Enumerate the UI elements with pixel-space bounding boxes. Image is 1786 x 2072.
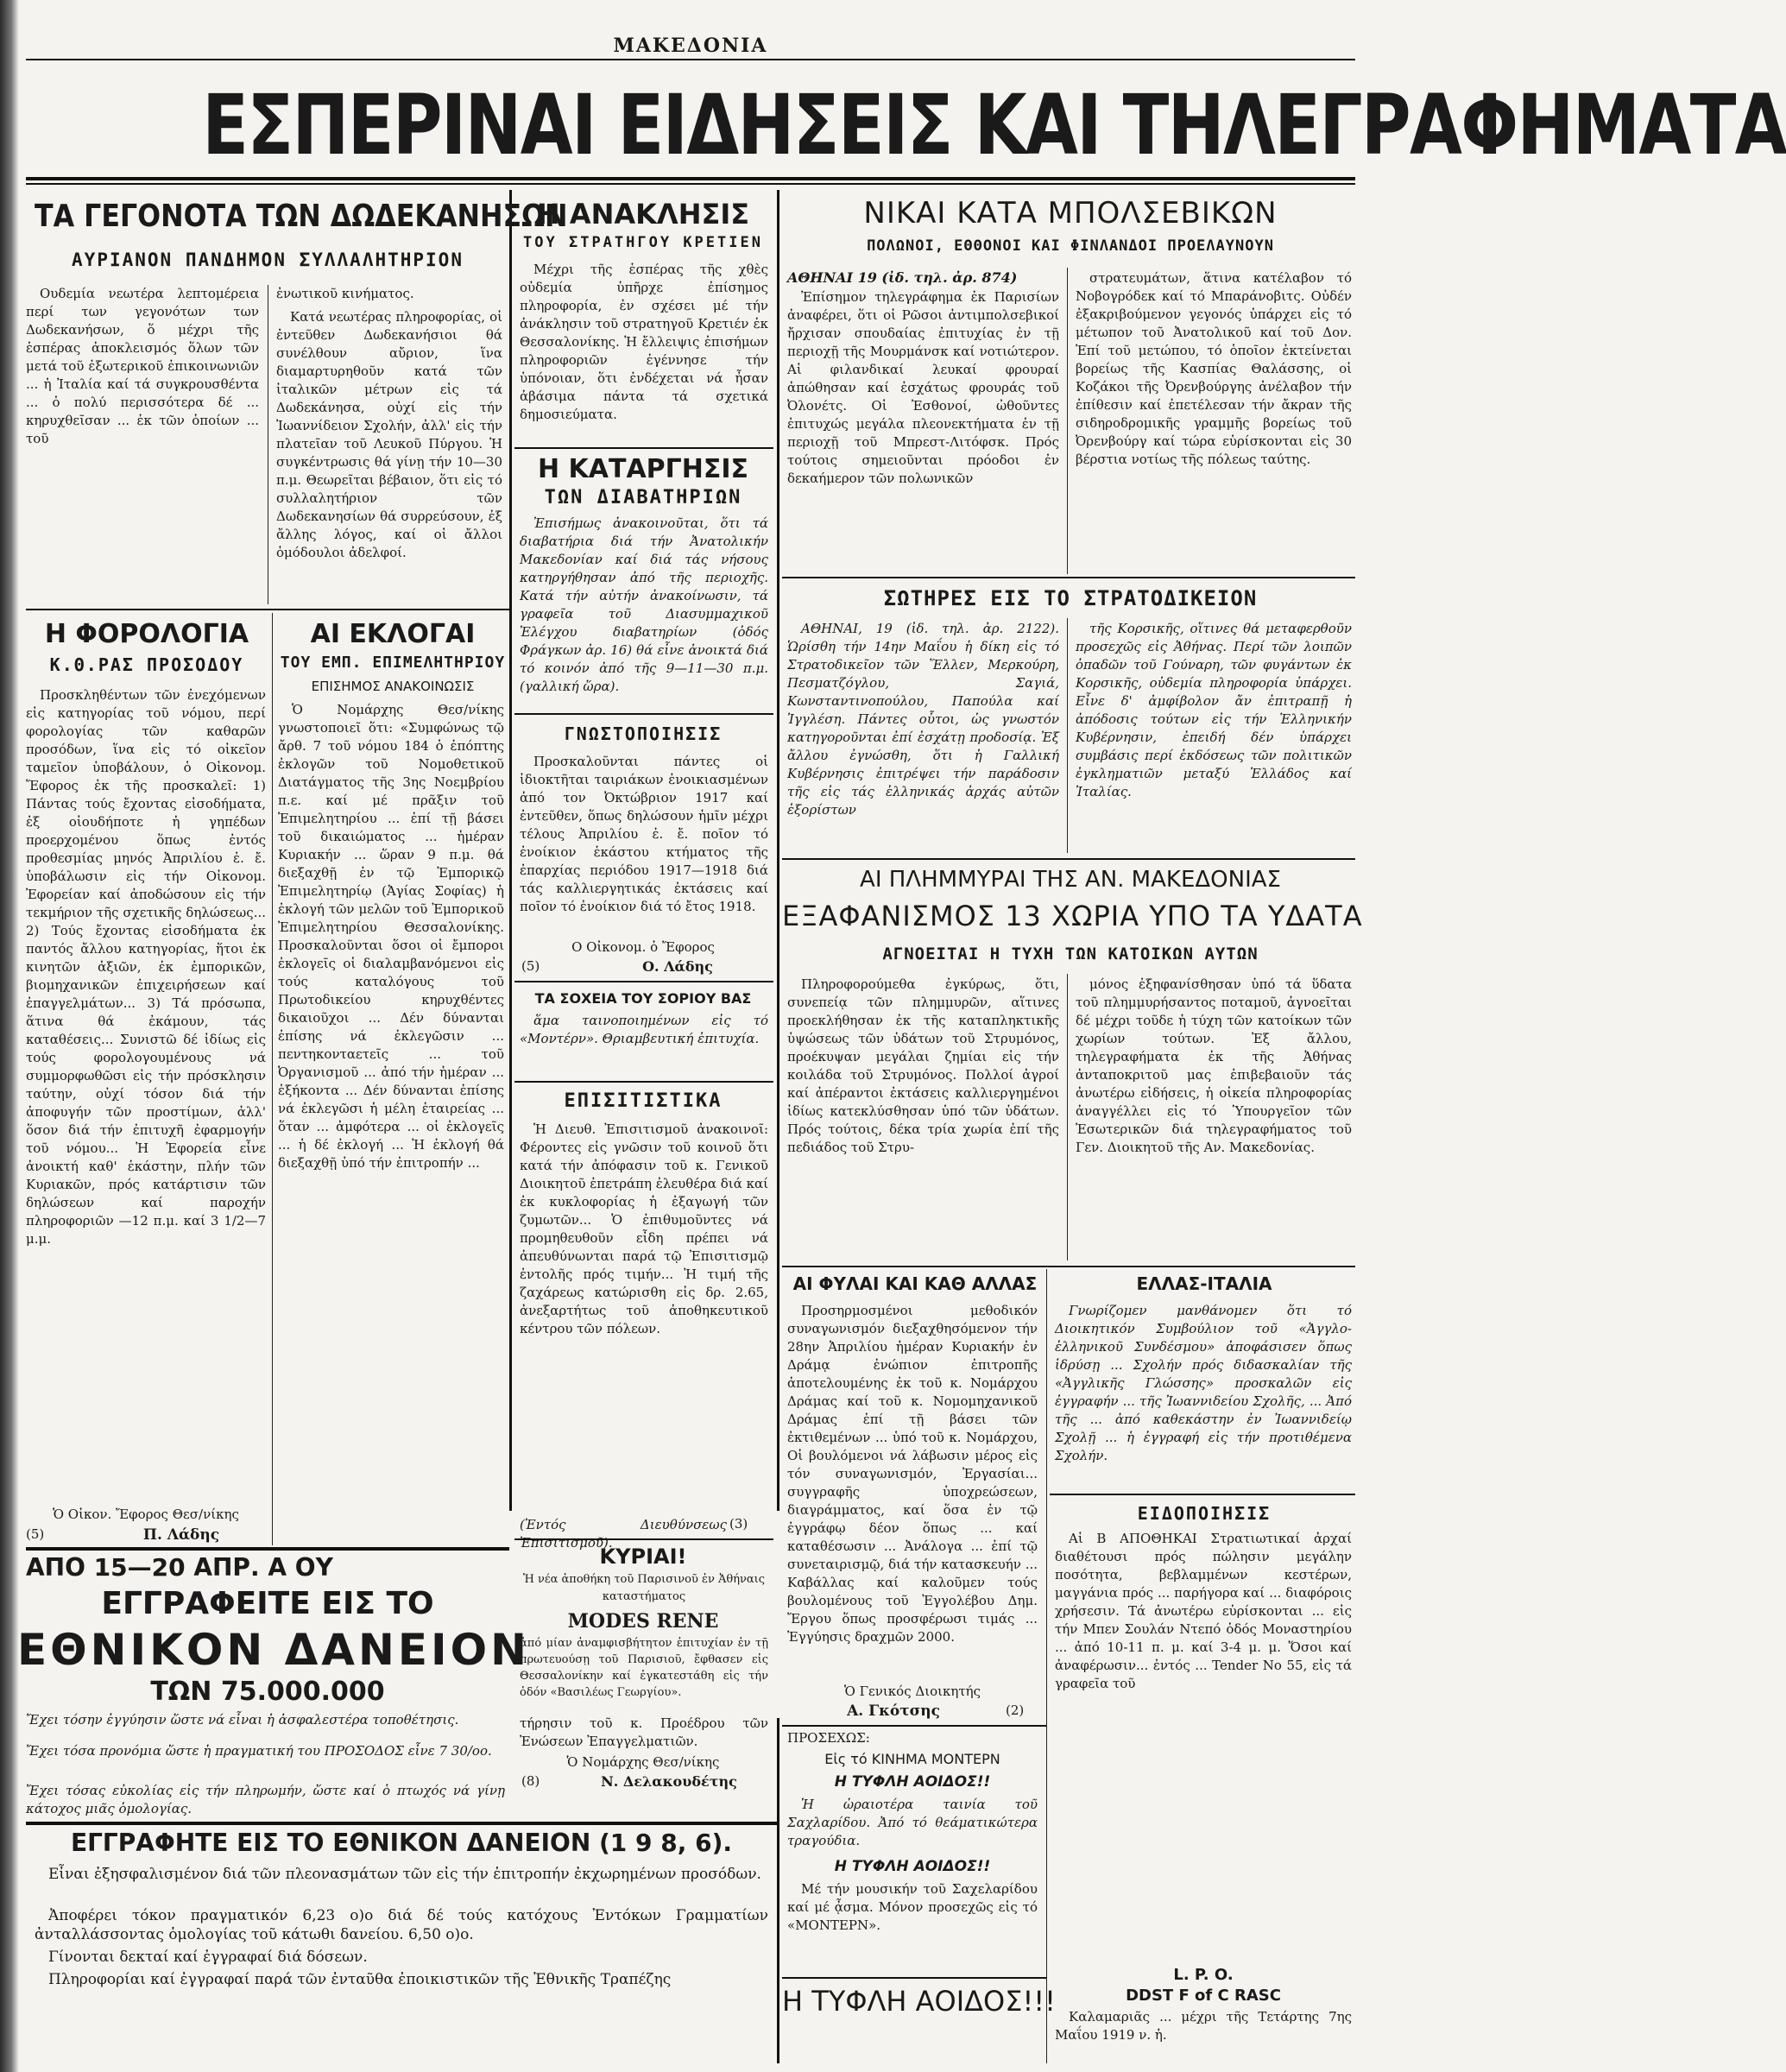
ladies-tail: τήρησιν τοῦ κ. Προέδρου τῶν Ἐνώσεων Ἐπαγγελματιῶν. bbox=[520, 1715, 768, 1749]
school-title: ΕΛΛΑΣ-ΙΤΑΛΙΑ bbox=[1136, 1273, 1272, 1294]
rule-below-dodecanese bbox=[26, 609, 509, 610]
loan-banner-p4-text: Πληροφορίαι καί ἐγγραφαί παρά τῶν ἐνταῦθα ἐποικιστικῶν τῆς Ἐθνικῆς Τραπέζης bbox=[48, 1971, 672, 1988]
bolsheviks-col1 bbox=[787, 288, 1059, 573]
loan-banner-p4 bbox=[35, 1970, 768, 1991]
dodecanese-col1-text: Ουδεμία νεωτέρα λεπτομέρεια περί των γεγονότων των Δωδεκανήσων, ὅ μέχρι τῆς ἑσπέρας ἀποκλεισμός ὅλων τῶν μετά τοῦ ἐξωτερικοῦ ἐπικοινωνιῶν ... ἡ Ἰταλία καί τά συγκρουσθέντα ... ὁ πολύ περισσότερα δέ ... κηρυχθεῖσαν ... ἐκ τῶν ὁποίων ... τοῦ bbox=[26, 286, 259, 446]
recall-body-text: Μέχρι τῆς ἑσπέρας τῆς χθὲς οὐδεμία ὑπῆρχε ἐπίσημος πληροφορία, ἐν σχέσει μέ τήν ἀνάκλησιν τοῦ στρατηγοῦ Κρετιέν ἐκ Θεσσαλονίκης. Ἡ ἔλλειψις ἐπισήμων πληροφοριῶν ἐγέννησε τήν ὑπόνοιαν, ὅτι ἐνδέχεται νά ἦσαν ἀβάσιμα πάντα τά σχετικά δημοσιεύματα. bbox=[520, 262, 768, 422]
loan-ad-date: ΑΠΟ 15—20 ΑΠΡ. Α ΟΥ bbox=[26, 1553, 333, 1582]
shows-body-text: ἅμα ταινοποιημένων εἰς τό «Μοντέρν». Θριαμβευτική ἐπιτυχία. bbox=[520, 1013, 768, 1046]
tax-num: (5) bbox=[26, 1526, 45, 1542]
bolsheviks-title: ΝΙΚΑΙ ΚΑΤΑ ΜΠΟΛΣΕΒΙΚΩΝ bbox=[863, 196, 1278, 231]
bolsheviks-col2-text: στρατευμάτων, ἅτινα κατέλαβον τό Νοβογρόδεκ καί τό Μπαράνοβιτς. Οὐδέν ἐξακριβούμενον γεγονός ὑπάρχει εἰς τό μέτωπον τοῦ Ἀνατολικοῦ καί τοῦ Δον. Ἐπί τοῦ μετώπου, τό ὁποῖον ἐκτείνεται βορείως τῆς Κασπίας Θαλάσσης, οἱ Κοζάκοι τῆς Ὀρενβούργης ἀνέλαβον τήν ἐπίθεσιν καί ἐπετέλεσαν τήν ἄκραν τῆς σιδηροδρομικῆς γραμμῆς βορείως τοῦ Ὀρενβούργ καί τώρα εὑρίσκονται εἰς 30 βέρστια νοτίως τῆς πόλεως ταύτης. bbox=[1076, 270, 1352, 467]
notices-right-body-text: Αἱ Β ΑΠΟΘΗΚΑΙ Στρατιωτικαί ἀρχαί διαθέτουσι πρός πώλησιν μεγάλην ποσότητα, βεβλαμμένων κεστέρων, μαγγάνια πρός ... παρήγορα καί ... διαφόροις χρήσεσιν. Τά ἀνωτέρω εὑρίσκονται ... εἰς τήν Μπεν Σουλάν Ντεπό ὁδός Μοναστηρίου ... ἀπό 10-11 π. μ. καί 3-4 μ. μ. Ὅσοι καί ἀναφέρωσιν... ἐντός ... Tender No 55, εἰς τά γραφεῖα τοῦ bbox=[1055, 1531, 1352, 1691]
tax-body bbox=[26, 686, 266, 1507]
tax-elections-divider bbox=[272, 613, 273, 1545]
rule-below-rescued bbox=[782, 858, 1355, 860]
loan-banner-p3 bbox=[35, 1948, 768, 1968]
divider-lower bbox=[777, 1718, 779, 2063]
supplies-body-text: Ἡ Διευθ. Ἐπισιτισμοῦ ἀνακοινοῖ: Φέροντες εἰς γνῶσιν τοῦ κοινοῦ ὅτι κατά τήν ἀπόφασιν τοῦ κ. Γενικοῦ Διοικητοῦ ἐπετράπη ἐλευθέρα διά καί ἐκ κυκλοφορίας ἡ ἐξαγωγή τῶν ζυμωτῶν... Ὁ ἐπιθυμοῦντες νά προμηθευθοῦν εἶδη πρέπει νά ἀπευθύνωνται παρά τῷ Ἐπισιτισμῷ ἐντολῆς πρός τιμήν... Ἡ τιμή τῆς ζαχάρεως κατώρισθη εἰς δρ. 2.65, ἀνεξαρτήτως τοῦ ἀποθηκευτικοῦ κέντρου τῶν πόλεων. bbox=[520, 1121, 768, 1336]
rule-above-notices bbox=[1050, 1494, 1355, 1495]
notice-num: (5) bbox=[521, 958, 540, 974]
cinema-kicker: ΠΡΟΣΕΧΩΣ: bbox=[787, 1730, 870, 1746]
loan-ad-b1: Ἔχει τόσην ἐγγύησιν ὥστε νά εἶναι ἡ ἀσφαλεστέρα τοποθέτησις. bbox=[26, 1712, 459, 1728]
loan-banner-title: ΕΓΓΡΑΦΗΤΕ ΕΙΣ ΤΟ ΕΘΝΙΚΟΝ ΔΑΝΕΙΟΝ (1 9 8, 6). bbox=[70, 1829, 733, 1857]
loan-banner-p2 bbox=[35, 1906, 768, 1944]
loan-ad-line1: ΕΓΓΡΑΦΕΙΤΕ ΕΙΣ ΤΟ bbox=[101, 1586, 434, 1621]
headline-rule bbox=[26, 177, 1355, 180]
supplies-footer: (Ἐντός Διευθύνσεως Ἐπισιτισμοῦ). bbox=[520, 1517, 727, 1551]
recall-subtitle: ΤΟΥ ΣΤΡΑΤΗΓΟΥ ΚΡΕΤΙΕΝ bbox=[523, 234, 763, 251]
floods-col2 bbox=[1076, 976, 1352, 1260]
page-headline: ΕΣΠΕΡΙΝΑΙ ΕΙΔΗΣΕΙΣ ΚΑΙ ΤΗΛΕΓΡΑΦΗΜΑΤΑ bbox=[202, 77, 1786, 174]
loan-ad-line3: ΤΩΝ 75.000.000 bbox=[150, 1677, 385, 1707]
cinema-body2-text: Μέ τήν μουσικήν τοῦ Σαχελαρίδου καί μέ ᾆσμα. Μόνον προσεχῶς εἰς τό «ΜΟΝΤΕΡΝ». bbox=[787, 1881, 1038, 1933]
headline-rule-thin bbox=[26, 183, 1355, 185]
elections-kicker: ΕΠΙΣΗΜΟΣ ΑΝΑΚΟΙΝΩΣΙΣ bbox=[311, 679, 475, 694]
floods-col1 bbox=[787, 976, 1059, 1260]
cinema-line3: Η ΤΥΦΛΗ ΑΟΙΔΟΣ!! bbox=[834, 1858, 991, 1875]
notices-right-tail-text: Καλαμαριᾶς ... μέχρι τῆς Τετάρτης 7ης Μαΐου 1919 ν. ἡ. bbox=[1055, 2009, 1352, 2043]
supplies-num: (3) bbox=[729, 1516, 748, 1532]
floods-col2-text: μόνος ἐξηφανίσθησαν ὑπό τά ὕδατα τοῦ πλημμυρήσαντος ποταμοῦ, ἀγνοεῖται δέ μέχρι τοῦδε ἡ τύχη τῶν κατοίκων τῶν χωρίων τούτων. Ἐξ ἄλλου, τηλεγραφήματα ἐκ τῆς Ἀθήνας ἀνταποκριτοῦ μας ἐπιβεβαιοῦν τάς ἀνωτέρω εἰδήσεις, ἡ οἰκεία πληροφορίας ἀναγγέλλει εἰς τό Ὑπουργεῖον τῶν Ἐσωτερικῶν διά τηλεγραφήματος τοῦ Γεν. Διοικητοῦ τῆς Αν. Μακεδονίας. bbox=[1076, 976, 1352, 1155]
contest-sign-name: Α. Γκότσης bbox=[847, 1702, 940, 1720]
rescued-col-divider bbox=[1067, 618, 1068, 853]
tax-title: Η ΦΟΡΟΛΟΓΙΑ bbox=[44, 619, 249, 649]
supplies-title: ΕΠΙΣΙΤΙΣΤΙΚΑ bbox=[564, 1090, 723, 1112]
loan-banner-p1-text: Εἶναι ἐξησφαλισμένον διά τῶν πλεονασμάτων τῶν εἰς τήν ἐπιτροπήν ἐκχωρημένων προσόδων. bbox=[48, 1866, 761, 1883]
contest-title: ΑΙ ΦΥΛΑΙ ΚΑΙ ΚΑΘ ΑΛΛΑΣ bbox=[792, 1273, 1038, 1294]
rule-above-loan-ad bbox=[26, 1547, 509, 1551]
notice-sign-name: Ο. Λάδης bbox=[642, 958, 713, 975]
loan-ad-b2: Ἔχει τόσα προνόμια ὥστε ἡ πραγματική του ΠΡΟΣΟΔΟΣ εἶνε 7 30/οο. bbox=[26, 1743, 492, 1759]
dodecanese-subtitle: ΑΥΡΙΑΝΟΝ ΠΑΝΔΗΜΟΝ ΣΥΛΛΑΛΗΤΗΡΙΟΝ bbox=[72, 250, 464, 270]
bolsheviks-col2 bbox=[1076, 269, 1352, 573]
rescued-col1-text: ΑΘΗΝΑΙ, 19 (ἰδ. τηλ. ἀρ. 2122). Ὡρίσθη τήν 14ην Μαΐου ἡ δίκη εἰς τό Στρατοδικεῖον τῶν Ἕλλεν, Μερκούρη, Πεσματζόγλου, Σαγιά, Κωνσταντινοπούλου, Παπούλα καί Ἰγγλέση. Πάντες οὗτοι, ὡς γνωστόν κατηγοροῦνται ἐπί ἐσχάτῃ προδοσίᾳ. Ἐξ ἄλλου ἐγνώσθη, ὅτι ἡ Γαλλική Κυβέρνησις ἐπιτρέψει τήν παράδοσιν τῆς εἰς τάς ἑλληνικάς ἀρχάς αὐτῶν ἐξορίστων bbox=[787, 621, 1059, 818]
loan-banner-p3-text: Γίνονται δεκταί καί ἐγγραφαί διά δόσεων. bbox=[48, 1949, 368, 1966]
bolsheviks-col1-text: Ἐπίσημον τηλεγράφημα ἐκ Παρισίων ἀναφέρει, ὅτι οἱ Ρῶσοι ἀντιμπολσεβικοί ἤρχισαν σπουδαίας ἐπιτυχίας ἐν τῇ περιοχῇ τῆς Μουρμάνσκ καί νοτιώτερον. Αἱ φιλανδικαί λευκαί φρουραί ἀπώθησαν καί ἐσχάτως φρουράς τοῦ Ὀλονέτς. Οἱ Ἐσθονοί, ὠθοῦντες ἐπιτυχώς μεγάλα πλεονεκτήματα ἐν τῇ περιοχῇ τοῦ Μπρεστ-Λιτόφσκ. Πρός τούτοις σημειοῦνται πρόοδοι ἐν δεκαήμερον τῶν πολωνικῶν bbox=[787, 289, 1059, 486]
rule-above-cinema-footer bbox=[782, 1977, 1046, 1979]
cinema-body bbox=[787, 1796, 1038, 1853]
recall-title: Η ΑΝΑΚΛΗΣΙΣ bbox=[536, 198, 750, 231]
rule-below-floods bbox=[782, 1266, 1355, 1267]
dodecanese-title: ΤΑ ΓΕΓΟΝΟΤΑ ΤΩΝ ΔΩΔΕΚΑΝΗΣΩΝ bbox=[35, 199, 568, 234]
floods-col1-text: Πληροφορούμεθα ἐγκύρως, ὅτι, συνεπείᾳ τῶν πλημμυρῶν, αἵτινες προεκλήθησαν ἐκ τῆς καταπληκτικῆς ὑψώσεως τῶν ὑδάτων τοῦ Στρυμόνος, προέκυψαν μεγάλαι ζημίαι εἰς τήν κοιλάδα τοῦ Στρυμόνος. Πολλοί ἀγροί καί ἀπέραντοι ἐκτάσεις καλλιεργημένοι ἰδίως κατεκλύσθησαν ὑπό τῶν ὑδάτων. Πρός τούτοις, δέκα τρία χωρία ἐπί τῆς πεδιάδος τοῦ Στρυ- bbox=[787, 976, 1059, 1155]
divider-mid bbox=[777, 190, 779, 1511]
contest-sign-role: Ὁ Γενικός Διοικητής bbox=[843, 1684, 981, 1699]
notices-right-tail bbox=[1055, 2008, 1352, 2063]
tax-sign-role: Ὁ Οἰκον. Ἔφορος Θεσ/νίκης bbox=[53, 1507, 239, 1522]
rule-below-recall bbox=[514, 447, 773, 449]
rule-above-cinema bbox=[782, 1725, 1046, 1727]
bolsheviks-subtitle: ΠΟΛΩΝΟΙ, ΕΘΘΟΝΟΙ ΚΑΙ ΦΙΝΛΑΝΔΟΙ ΠΡΟΕΛΑΥΝΟΥΝ bbox=[867, 237, 1274, 255]
elections-body bbox=[278, 701, 504, 1543]
passports-body-text: Ἐπισήμως ἀνακοινοῦται, ὅτι τά διαβατήρια διά τήν Ἀνατολικήν Μακεδονίαν καί διά τάς νήσους κατηργήθησαν ἀπό τῆς περιοχῆς. Κατά τήν αὐτήν ἀνακοίνωσιν, τά γραφεῖα τοῦ Διασυμμαχικοῦ Ἐλέγχου διαβατηρίων (ὁδός Φράγκων ἀρ. 16) θά εἶνε ἀνοικτά διά τό κοινόν ἀπό τῆς 9—11—30 π.μ. (γαλλική ὥρα). bbox=[520, 515, 768, 694]
rescued-col1 bbox=[787, 620, 1059, 853]
rule-below-supplies bbox=[514, 1538, 773, 1540]
shows-body bbox=[520, 1012, 768, 1072]
shows-title: ΤΑ ΣΟΧΕΙΑ ΤΟΥ ΣΟΡΙΟΥ ΒΑΣ bbox=[534, 990, 752, 1007]
floods-title: ΕΞΑΦΑΝΙΣΜΟΣ 13 ΧΩΡΙΑ ΥΠΟ ΤΑ ΥΔΑΤΑ bbox=[782, 900, 1363, 932]
loan-banner-p1 bbox=[35, 1865, 768, 1903]
passports-subtitle: ΤΩΝ ΔΙΑΒΑΤΗΡΙΩΝ bbox=[544, 487, 742, 509]
rule-below-shows bbox=[514, 1081, 773, 1083]
floods-col-divider bbox=[1067, 974, 1068, 1260]
rescued-title: ΣΩΤΗΡΕΣ ΕΙΣ ΤΟ ΣΤΡΑΤΟΔΙΚΕΙΟΝ bbox=[883, 586, 1258, 610]
notices-right-code1: L. P. O. bbox=[1173, 1966, 1234, 1984]
bolsheviks-col-divider bbox=[1067, 268, 1068, 574]
notice-title: ΓΝΩΣΤΟΠΟΙΗΣΙΣ bbox=[564, 723, 723, 744]
bolsheviks-dateline: ΑΘΗΝΑΙ 19 (ἰδ. τηλ. ἀρ. 874) bbox=[787, 269, 1018, 286]
contest-num: (2) bbox=[1006, 1702, 1025, 1718]
elections-subtitle: ΤΟΥ ΕΜΠ. ΕΠΙΜΕΛΗΤΗΡΙΟΥ bbox=[280, 654, 506, 672]
cinema-body2 bbox=[787, 1880, 1038, 1937]
ladies-num: (8) bbox=[521, 1773, 540, 1789]
cinema-footer: Η ΤΥΦΛΗ ΑΟΙΔΟΣ!!! bbox=[782, 1985, 1056, 2018]
supplies-body bbox=[520, 1121, 768, 1509]
rule-below-notice bbox=[514, 981, 773, 982]
loan-ad-line2: ΕΘΝΙΚΟΝ ΔΑΝΕΙΟΝ bbox=[17, 1625, 530, 1675]
dodecanese-col2 bbox=[276, 285, 502, 604]
masthead-rule bbox=[26, 59, 1355, 60]
contest-right-divider bbox=[1046, 1269, 1047, 2063]
school-body-text: Γνωρίζομεν μανθάνομεν ὅτι τό Διοικητικόν Συμβούλιον τοῦ «Ἀγγλο-ἑλληνικοῦ Συνδέσμου» ἀποφάσισεν ὅπως ἱδρύσῃ ... Σχολήν πρός διδασκαλίαν τῆς «Ἀγγλικῆς Γλώσσης» προσκαλῶν εἰς ἐγγραφήν ... τῆς Ἰωαννιδείου Σχολῆς, ... Ἀπό τῆς ... ἀπό καθεκάστην ἐν Ἰωαννιδείῳ Σχολῇ ... ἡ ἐγγραφή εἰς τήν προτιθέμενα Σχολήν. bbox=[1055, 1303, 1352, 1463]
notices-right-body bbox=[1055, 1530, 1352, 1961]
cinema-line1: Εἰς τό ΚΙΝΗΜΑ ΜΟΝΤΕΡΝ bbox=[824, 1751, 1000, 1767]
scan-edge-shadow bbox=[0, 0, 19, 2072]
divider-left bbox=[509, 190, 512, 1511]
notice-body bbox=[520, 753, 768, 934]
rule-below-passports bbox=[514, 713, 773, 715]
rescued-col2 bbox=[1076, 620, 1352, 853]
dodecanese-col2-lead: ἐνωτικοῦ κινήματος. bbox=[276, 286, 414, 301]
rescued-col2-text: τῆς Κορσικῆς, οἵτινες θά μεταφερθοῦν προσεχῶς εἰς Ἀθήνας. Περί τῶν λοιπῶν ὀπαδῶν τοῦ Γούναρη, τῶν φυγάντων ἐκ Κορσικῆς, οὐδεμία πληροφορία ὑπάρχει. Εἶνε δ' ἀμφίβολον ἄν ἐπιτραπῇ ἡ ἀπόδοσις τούτων εἰς τήν Ἑλληνικήν Κυβέρνησιν, ἐπειδή δέν ὑπάρχει συμβάσις περί ἐκδόσεως τῶν πολιτικῶν ἐγκληματιῶν μεταξύ Ἑλλάδος καί Ἰταλίας. bbox=[1076, 621, 1352, 799]
rule-below-bolsheviks bbox=[782, 577, 1355, 578]
contest-body bbox=[787, 1302, 1038, 1682]
loan-ad-b3: Ἔχει τόσας εὐκολίας εἰς τήν πληρωμήν, ὥστε καί ὁ πτωχός νά γίνῃ κάτοχος μιᾶς ὁμολογίας. bbox=[26, 1783, 505, 1816]
elections-body-text: Ὁ Νομάρχης Θεσ/νίκης γνωστοποιεῖ ὅτι: «Συμφώνως τῷ ἄρθ. 7 τοῦ νόμου 184 ὁ ἐπόπτης ἐκλογῶν τοῦ Νομοθετικοῦ Διατάγματος τῆς 3ης Νοεμβρίου π.ε. καί μέ πρᾶξιν τοῦ Ἐπιμελητηρίου ... ἐπί τῇ βάσει τοῦ δικαιώματος ... ἡμέραν Κυριακήν ... ὥραν 9 π.μ. θά διεξαχθῇ ἐν τῷ Ἐμπορικῷ Ἐπιμελητηρίῳ (Ἀγίας Σοφίας) ἡ ἐκλογή τῶν μελῶν τοῦ Ἐμπορικοῦ Ἐπιμελητηρίου Θεσσαλονίκης. Προσκαλοῦνται ὅσοι οἱ ἔμποροι ἐκλογεῖς οἱ διαλαμβανόμενοι εἰς τούς καταλόγους τοῦ Πρωτοδικείου κηρυχθέντες δικαιοῦχοι ... Δέν δύνανται ἐπίσης νά ἐκλεγῶσιν ... πεντηκονταετεῖς ... τοῦ Ὀργανισμοῦ ... ἀπό τήν ἡμέραν ... ἑξήκοντα ... Δέν δύνανται ἐπίσης νά ἐκλεγῶσι ἡ μέλη ἑταιρείας ... ὅταν ... ἀμφότερα ... οἱ ἐκλογεῖς ... ἡ δέ ἐκλογή ... Ἡ ἐκλογή θά διεξαχθῇ ὑπό τήν ἐπιτροπήν ... bbox=[278, 702, 504, 1171]
ladies-sign-name: Ν. Δελακουδέτης bbox=[601, 1773, 737, 1790]
rule-above-loan-banner bbox=[26, 1822, 777, 1825]
notice-body-text: Προσκαλοῦνται πάντες οἱ ἰδιοκτῆται ταιριάκων ἐνοικιασμένων ἀπό τον Ὀκτώβριον 1917 καί ἐντεῦθεν, ὅπως δηλώσουν ἡμῖν μέχρι τέλους Ἀπριλίου ἐ. ἔ. ποῖον τό ἐνοίκιον ἑκάστου κτήματος τῆς ἐπαρχίας περιόδου 1917—1918 διά τάς καλλιεργητικάς ἐκτάσεις καί ποῖον τό ἐνοίκιον διά τό ἔτος 1918. bbox=[520, 754, 768, 914]
notice-sign-role: Ο Οἰκονομ. ὁ Ἔφορος bbox=[571, 939, 715, 955]
ladies-sign-role: Ὁ Νομάρχης Θεσ/νίκης bbox=[566, 1754, 720, 1770]
loan-banner-p2-text: Ἀποφέρει τόκον πραγματικόν 6,23 ο)ο διά δέ τούς κατόχους Ἐντόκων Γραμματίων ἀνταλλάσσοντας ὁμολογίας τοῦ κάτωθι δανείου. 6,50 ο)ο. bbox=[35, 1907, 768, 1943]
recall-body bbox=[520, 261, 768, 442]
contest-body-text: Προσηρμοσμένοι μεθοδικόν συναγωνισμόν διεξαχθησόμενον τήν 28ην Ἀπριλίου ἡμέραν Κυριακήν ἐν Δράμᾳ ἐνώπιον ἐπιτροπῆς ἀποτελουμένης ἐκ τοῦ κ. Νομάρχου Δράμας καί τοῦ κ. Νομομηχανικοῦ Δράμας ἐπί τῇ βάσει τῶν ἐκτιθεμένων ... ὑπό τοῦ κ. Νομάρχου, Οἱ βουλόμενοι νά λάβωσιν μέρος εἰς τόν συναγωνισμόν, Ἐργασίαι... συγγραφῆς ὑποχρεώσεων, διαγράμματος, καί ὅσα ἐν τῷ ἐγγράφῳ δέον ὅπως ... καί καταθέσωσιν ... Ἀνάλογα ... ἐπί τῷ συνεταιρισμῷ, διά τήν κατασκευήν ... Καβάλλας καί καλοῦμεν τούς βουλομένους τοῦ Ἐγγολέβου Δημ. Ἔργου ὅπως προσφέρωσι τιμάς ... Ἐγγύησις δραχμῶν 2000. bbox=[787, 1303, 1038, 1645]
cinema-body-text: Ἡ ὡραιοτέρα ταινία τοῦ Σαχλαρίδου. Ἀπό τό θεάματικώτερα τραγούδια. bbox=[787, 1797, 1038, 1848]
ladies-body: ἀπό μίαν ἀναμφισβήτητον ἐπιτυχίαν ἐν τῇ πρωτευούσῃ τοῦ Παρισιοῦ, ἔφθασεν εἰς Θεσσαλονίκην καί ἐγκατεστάθη εἰς τήν ὁδόν «Βασιλέως Γεωργίου». bbox=[520, 1637, 768, 1699]
floods-subtitle: ΑΓΝΟΕΙΤΑΙ Η ΤΥΧΗ ΤΩΝ ΚΑΤΟΙΚΩΝ ΑΥΤΩΝ bbox=[882, 944, 1259, 963]
passports-body bbox=[520, 515, 768, 709]
cinema-line2: Η ΤΥΦΛΗ ΑΟΙΔΟΣ!! bbox=[834, 1773, 991, 1791]
tax-body-text: Προσκληθέντων τῶν ἐνεχόμενων εἰς κατηγορίας τοῦ νόμου, περί φορολογίας τῶν καθαρῶν προσόδων, ἵνα εἰς τό οἰκεῖον ταμεῖον ὑποβάλουν, ὁ Οἰκονομ. Ἔφορος ἐκ τῆς προσκαλεῖ: 1) Πάντας τούς ἔχοντας εἰσοδήματα, ἐξ οἱουδήποτε ἡ γηπέδων προερχομένου ὅπως ἐντός προθεσμίας μηνός Ἀπριλίου ἐ. ἔ. ὑποβάλωσιν εἰς τήν Οἰκονομ. Ἐφορείαν καί ἀποδώσουν εἰς τήν τεκμήριον τῆς σχετικῆς δηλώσεως... 2) Τούς ἔχοντας εἰσοδήματα ἐκ παντός ἄλλου κατηγορίας, ἥτοι ἐκ κινητῶν ἀξιῶν, ἐκ ἐμπορικῶν, βιομηχανικῶν ἐπιχειρήσεων καί ἐπαγγελμάτων... 3) Τά πρόσωπα, ἅτινα θά ἐκάμουν, τάς καταθέσεις... Συνιστῶ δέ ἰδίως εἰς τούς φορολογουμένους νά συμμορφωθῶσι εἰς τήν πρόσκλησιν ταύτην, οὐχί τόσον διά τήν ἀποφυγήν τῶν προστίμων, ἀλλ' ὅσον διά τήν ἐπιτυχῆ ἐφαρμογήν τοῦ νόμου... Ἡ Ἐφορεία εἶνε ἀνοικτή καθ' ἑκάστην, πλήν τῶν Κυριακῶν, πρός κατάρτισιν τῶν δηλώσεων καί παροχήν πληροφοριῶν —12 π.μ. καί 3 1/2—7 μ.μ. bbox=[26, 687, 266, 1247]
dodecanese-col1 bbox=[26, 285, 259, 604]
masthead: ΜΑΚΕΔΟΝΙΑ bbox=[613, 35, 768, 57]
ladies-intro: Ἡ νέα ἀποθήκη τοῦ Παρισινοῦ ἐν Ἀθήναις καταστήματος bbox=[522, 1573, 766, 1603]
ladies-shop-name: MODES RENE bbox=[567, 1610, 719, 1633]
dodecanese-col2-text: Κατά νεωτέρας πληροφορίας, οἱ ἐντεῦθεν Δωδεκανήσιοι θά συνέλθουν αὔριον, ἵνα διαμαρτυρηθοῦν κατά τῶν ἰταλικῶν μέτρων εἰς τά Δωδεκάνησα, οὐχί εἰς τήν Ἰωαννίδειον Σχολήν, ἀλλ' εἰς τήν πλατεῖαν τοῦ Λευκοῦ Πύργου. Ἡ συγκέντρωσις θά γίνῃ τήν 10—30 π.μ. Θεωρεῖται βέβαιον, ὅτι εἰς τό συλλαλητήριον τῶν Δωδεκανησίων θά συρρεύσουν, ἐξ ἄλλης λόγος, καί οἱ ἄλλοι ὁμόδουλοι ἀδελφοί. bbox=[276, 309, 502, 560]
passports-title: Η ΚΑΤΑΡΓΗΣΙΣ bbox=[537, 454, 749, 484]
elections-title: ΑΙ ΕΚΛΟΓΑΙ bbox=[310, 619, 476, 649]
floods-kicker: ΑΙ ΠΛΗΜΜΥΡΑΙ ΤΗΣ ΑΝ. ΜΑΚΕΔΟΝΙΑΣ bbox=[860, 867, 1281, 893]
tax-sign-name: Π. Λάδης bbox=[142, 1526, 220, 1544]
notices-right-title: ΕΙΔΟΠΟΙΗΣΙΣ bbox=[1137, 1503, 1272, 1524]
ladies-title: ΚΥΡΙΑΙ! bbox=[599, 1545, 687, 1569]
notices-right-code2: DDST F of C RASC bbox=[1126, 1987, 1281, 2005]
tax-subtitle: Κ.Θ.ΡΑΣ ΠΡΟΣΟΔΟΥ bbox=[49, 654, 244, 675]
